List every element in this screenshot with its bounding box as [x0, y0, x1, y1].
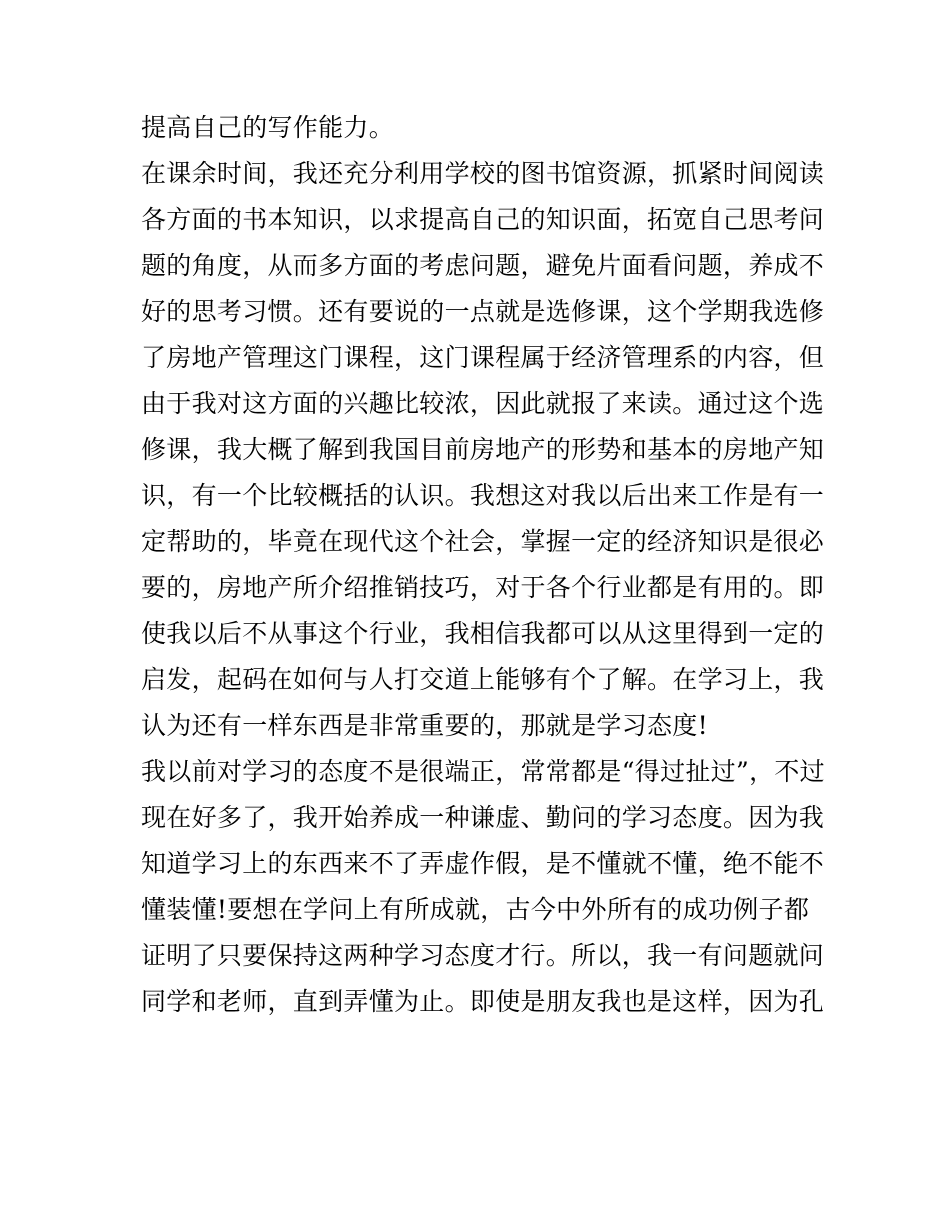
- text-line: 提高自己的写作能力。: [141, 113, 395, 142]
- text-line: 好的思考习惯。还有要说的一点就是选修课，这个学期我选修: [141, 297, 825, 326]
- text-line: 在课余时间，我还充分利用学校的图书馆资源，抓紧时间阅读: [141, 159, 825, 188]
- text-line: 懂装懂!要想在学问上有所成就，古今中外所有的成功例子都: [141, 895, 810, 924]
- text-line: 认为还有一样东西是非常重要的，那就是学习态度!: [141, 711, 708, 740]
- text-line: 了房地产管理这门课程，这门课程属于经济管理系的内容，但: [141, 343, 825, 372]
- text-line: 证明了只要保持这两种学习态度才行。所以，我一有问题就问: [141, 941, 825, 970]
- text-line: 启发，起码在如何与人打交道上能够有个了解。在学习上，我: [141, 665, 825, 694]
- text-line: 定帮助的，毕竟在现代这个社会，掌握一定的经济知识是很必: [141, 527, 825, 556]
- text-line: 同学和老师，直到弄懂为止。即使是朋友我也是这样，因为孔: [141, 987, 825, 1016]
- text-line: 使我以后不从事这个行业，我相信我都可以从这里得到一定的: [141, 619, 825, 648]
- text-line: 我以前对学习的态度不是很端正，常常都是“得过扯过”，不过: [141, 757, 825, 786]
- text-line: 修课，我大概了解到我国目前房地产的形势和基本的房地产知: [141, 435, 825, 464]
- text-line: 题的角度，从而多方面的考虑问题，避免片面看问题，养成不: [141, 251, 825, 280]
- text-line: 由于我对这方面的兴趣比较浓，因此就报了来读。通过这个选: [141, 389, 825, 418]
- text-line: 现在好多了，我开始养成一种谦虚、勤问的学习态度。因为我: [141, 803, 825, 832]
- text-line: 识，有一个比较概括的认识。我想这对我以后出来工作是有一: [141, 481, 825, 510]
- text-line: 知道学习上的东西来不了弄虚作假，是不懂就不懂，绝不能不: [141, 849, 825, 878]
- body-text: [141, 105, 825, 1025]
- text-line: 要的，房地产所介绍推销技巧，对于各个行业都是有用的。即: [141, 573, 825, 602]
- text-line: 各方面的书本知识，以求提高自己的知识面，拓宽自己思考问: [141, 205, 825, 234]
